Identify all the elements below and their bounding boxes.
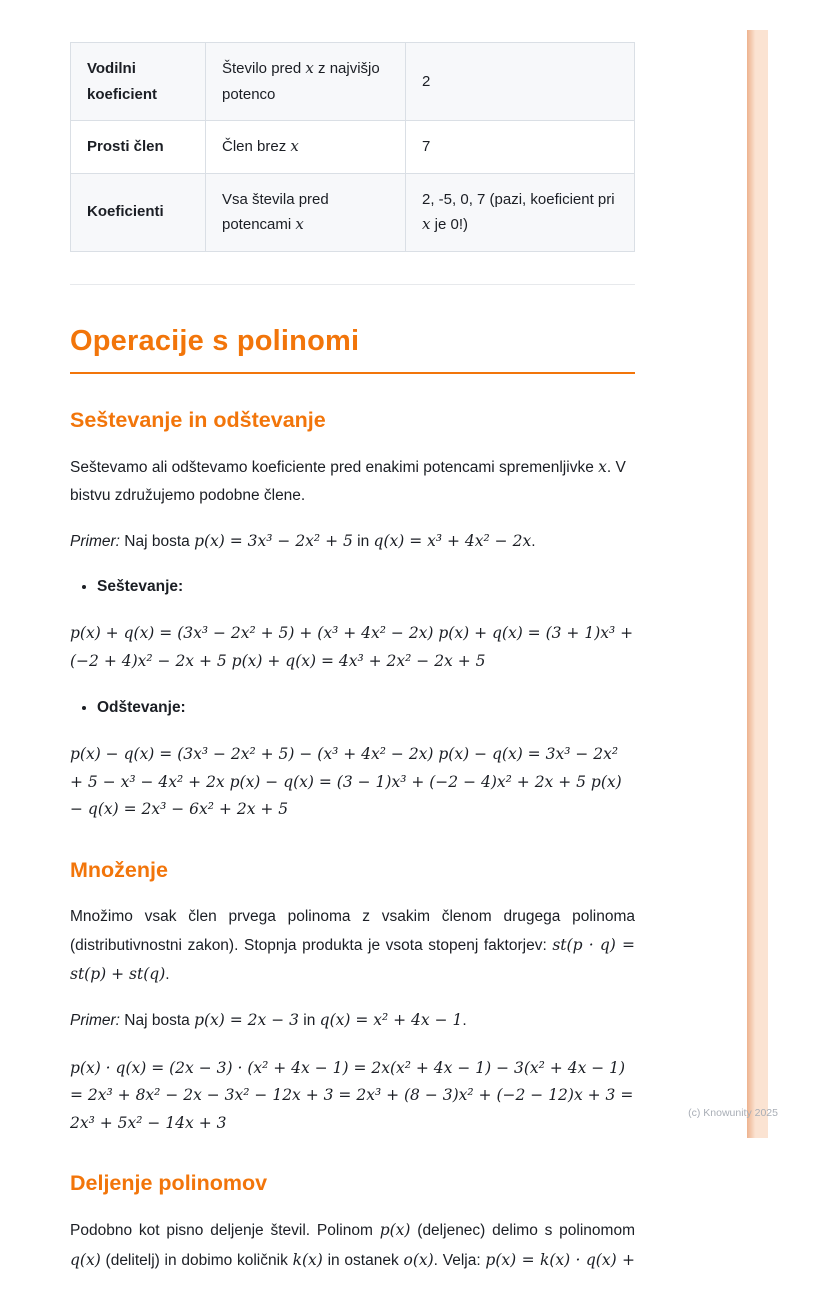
paragraph-addition-example: Primer: Naj bosta p(x) = 3x³ − 2x² + 5 in q(x) = x³ + 4x² − 2x. [70, 531, 536, 550]
paragraph-addition-intro: Seštevamo ali odštevamo koeficiente pred enakimi potencami spremenljivke x. V bistvu združujemo podobne člene. [70, 457, 626, 504]
paragraph-multiplication-example: Primer: Naj bosta p(x) = 2x − 3 in q(x) = x² + 4x − 1. [70, 1011, 467, 1030]
polynomial-terms-table [70, 42, 635, 252]
heading-division: Deljenje polinomov [70, 1171, 268, 1196]
table-cell-term: Vodilni koeficient [71, 43, 206, 121]
list-item-addition-label: • Seštevanje: [97, 573, 635, 601]
paragraph-multiplication-intro: Množimo vsak člen prvega polinoma z vsakim členom drugega polinoma (distributivnostni zakon). Stopnja produkta je vsota stopenj faktorjev: st(p · q) = st(p) + st(q). [70, 907, 635, 984]
page-title: Operacije s polinomi [70, 325, 635, 374]
list-item-subtraction-label: • Odštevanje: [97, 694, 635, 722]
table-cell-term: Koeficienti [71, 173, 206, 251]
page-edge-stripe [747, 30, 768, 1138]
math-block-subtraction: p(x) − q(x) = (3x³ − 2x² + 5) − (x³ + 4x² − 2x) p(x) − q(x) = 3x³ − 2x² + 5 − x³ − 4x² + 2x p(x) − q(x) = (3 − 1)x³ + (−2 − 4)x² + 2x + 5 p(x) − q(x) = 2x³ − 6x² + 2x + 5 [70, 745, 622, 819]
table-cell-value: 7 [406, 121, 635, 174]
table-cell-description: Člen brez x [206, 121, 406, 174]
table-row [71, 121, 635, 174]
table-cell-value: 2, -5, 0, 7 (pazi, koeficient pri x je 0!) [406, 173, 635, 251]
math-block-addition: p(x) + q(x) = (3x³ − 2x² + 5) + (x³ + 4x² − 2x) p(x) + q(x) = (3 + 1)x³ + (−2 + 4)x² − 2x + 5 p(x) + q(x) = 4x³ + 2x² − 2x + 5 [70, 624, 634, 670]
bullet-list [97, 573, 635, 601]
table-cell-term: Prosti člen [71, 121, 206, 174]
table-row [71, 43, 635, 121]
paragraph-division-intro: Podobno kot pisno deljenje števil. Polinom p(x) (deljenec) delimo s polinomom q(x) (delitelj) in dobimo količnik k(x) in ostanek o(x). Velja: p(x) = k(x) · q(x) + [70, 1221, 635, 1269]
bullet-list [97, 694, 635, 722]
content-column [70, 0, 635, 1292]
section-divider [70, 284, 635, 285]
table-cell-description: Vsa števila pred potencami x [206, 173, 406, 251]
heading-addition-subtraction: Seštevanje in odštevanje [70, 407, 326, 432]
table-row [71, 173, 635, 251]
table-cell-value: 2 [406, 43, 635, 121]
watermark: (c) Knowunity 2025 [688, 1107, 778, 1119]
table-cell-description: Število pred x z najvišjo potenco [206, 43, 406, 121]
heading-multiplication: Množenje [70, 857, 168, 882]
math-block-multiplication: p(x) · q(x) = (2x − 3) · (x² + 4x − 1) = 2x(x² + 4x − 1) − 3(x² + 4x − 1) = 2x³ + 8x² − 2x − 3x² − 12x + 3 = 2x³ + (8 − 3)x² + (−2 − 12)x + 3 = 2x³ + 5x² − 14x + 3 [70, 1058, 634, 1132]
